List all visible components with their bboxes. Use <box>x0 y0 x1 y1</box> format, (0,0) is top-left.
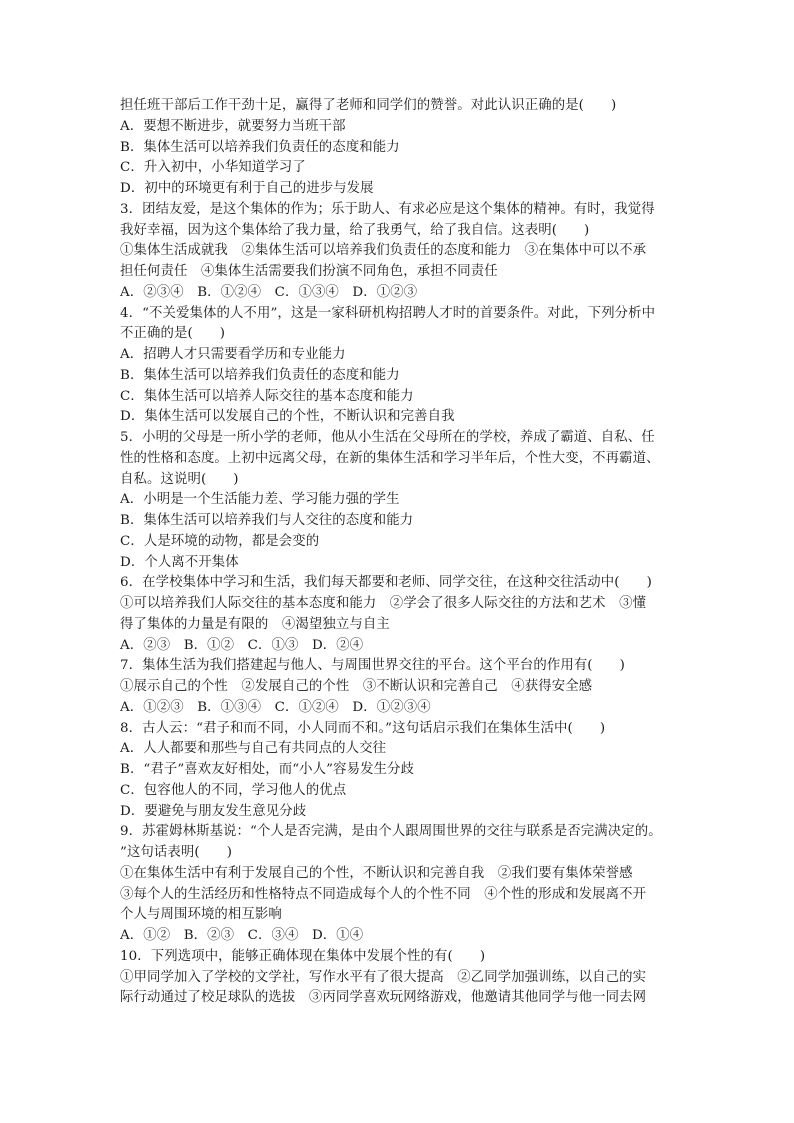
question-7-options: A．①②③ B．①③④ C．①②④ D．①②③④ <box>120 699 431 715</box>
option-b: B．集体生活可以培养我们与人交往的态度和能力 <box>120 513 414 528</box>
question-9-statements: ①在集体生活中有利于发展自己的个性，不断认识和完善自我 ②我们要有集体荣誉感 <box>120 865 633 881</box>
question-6-statements: ①可以培养我们人际交往的基本态度和能力 ②学会了很多人际交往的方法和艺术 ③懂 <box>120 596 647 611</box>
question-6-stem: 6．在学校集体中学习和生活，我们每天都要和老师、同学交往，在这种交往活动中( ) <box>120 575 652 591</box>
option-d: D．要避免与朋友发生意见分歧 <box>120 803 307 819</box>
option-b: B．“君子”喜欢友好相处，而“小人”容易发生分歧 <box>120 762 415 777</box>
question-7-statements: ①展示自己的个性 ②发展自己的个性 ③不断认识和完善自己 ④获得安全感 <box>120 679 593 694</box>
question-4-stem-cont: 不正确的是( ) <box>120 326 226 342</box>
question-3-statements: ①集体生活成就我 ②集体生活可以培养我们负责任的态度和能力 ③在集体中可以不承 <box>120 243 647 259</box>
question-5-stem: 5．小明的父母是一所小学的老师，他从小生活在父母所在的学校，养成了霸道、自私、任 <box>120 430 655 445</box>
question-9-options: A．①② B．②③ C．③④ D．①④ <box>120 928 364 943</box>
question-3-stem-cont: 我好幸福，因为这个集体给了我力量，给了我勇气，给了我自信。这表明( ) <box>120 222 590 238</box>
option-a: A．小明是一个生活能力差、学习能力强的学生 <box>120 492 400 508</box>
question-9-stem: 9．苏霍姆林斯基说：“个人是否完满，是由个人跟周围世界的交往与联系是否完满决定的。 <box>120 824 662 840</box>
option-c: C．升入初中，小华知道学习了 <box>120 160 306 176</box>
question-9-statements-end: 个人与周围环境的相互影响 <box>120 907 282 923</box>
option-a: A．要想不断进步，就要努力当班干部 <box>120 118 346 134</box>
question-3-options: A．②③④ B．①②④ C．①③④ D．①②③ <box>120 284 418 300</box>
option-d: D．集体生活可以发展自己的个性，不断认识和完善自我 <box>120 409 455 425</box>
question-5-stem-end: 自私。这说明( ) <box>120 471 239 487</box>
question-6-statements-cont: 得了集体的力量是有限的 ④渴望独立与自主 <box>120 616 390 632</box>
option-c: C．包容他人的不同，学习他人的优点 <box>120 782 347 798</box>
text-line: 担任班干部后工作干劲十足，赢得了老师和同学们的赞誉。对此认识正确的是( ) <box>120 98 617 113</box>
question-10-statements: ①甲同学加入了学校的文学社，写作水平有了很大提高 ②乙同学加强训练，以自己的实 <box>120 969 647 985</box>
option-b: B．集体生活可以培养我们负责任的态度和能力 <box>120 139 400 155</box>
question-9-statements-cont: ③每个人的生活经历和性格特点不同造成每个人的个性不同 ④个性的形成和发展离不开 <box>120 886 647 902</box>
question-6-options: A．②③ B．①② C．①③ D．②④ <box>120 637 364 653</box>
option-b: B．集体生活可以培养我们负责任的态度和能力 <box>120 367 400 383</box>
option-d: D．初中的环境更有利于自己的进步与发展 <box>120 181 374 196</box>
question-9-stem-cont: ”这句话表明( ) <box>120 845 233 860</box>
option-c: C．人是环境的动物，都是会变的 <box>120 533 320 549</box>
question-10-statements-cont: 际行动通过了校足球队的选拔 ③丙同学喜欢玩网络游戏，他邀请其他同学与他一同去网 <box>120 990 647 1006</box>
option-d: D．个人离不开集体 <box>120 554 239 570</box>
question-7-stem: 7．集体生活为我们搭建起与他人、与周围世界交往的平台。这个平台的作用有( ) <box>120 658 625 674</box>
option-a: A．招聘人才只需要看学历和专业能力 <box>120 347 346 362</box>
option-c: C．集体生活可以培养人际交往的基本态度和能力 <box>120 388 414 404</box>
question-3-statements-cont: 担任何责任 ④集体生活需要我们扮演不同角色，承担不同责任 <box>120 264 498 279</box>
question-5-stem-cont: 性的性格和态度。上初中远离父母，在新的集体生活和学习半年后，个性大变，不再霸道、 <box>120 450 660 466</box>
question-10-stem: 10．下列选项中，能够正确体现在集体中发展个性的有( ) <box>120 948 486 964</box>
question-8-stem: 8．古人云：“君子和而不同，小人同而不和。”这句话启示我们在集体生活中( ) <box>120 720 606 736</box>
question-4-stem: 4．“不关爱集体的人不用”，这是一家科研机构招聘人才时的首要条件。对此，下列分析中 <box>120 305 656 321</box>
question-3-stem: 3．团结友爱，是这个集体的作为；乐于助人、有求必应是这个集体的精神。有时，我觉得 <box>120 201 655 217</box>
option-a: A．人人都要和那些与自己有共同点的人交往 <box>120 741 387 757</box>
question-text-block <box>120 96 680 1009</box>
